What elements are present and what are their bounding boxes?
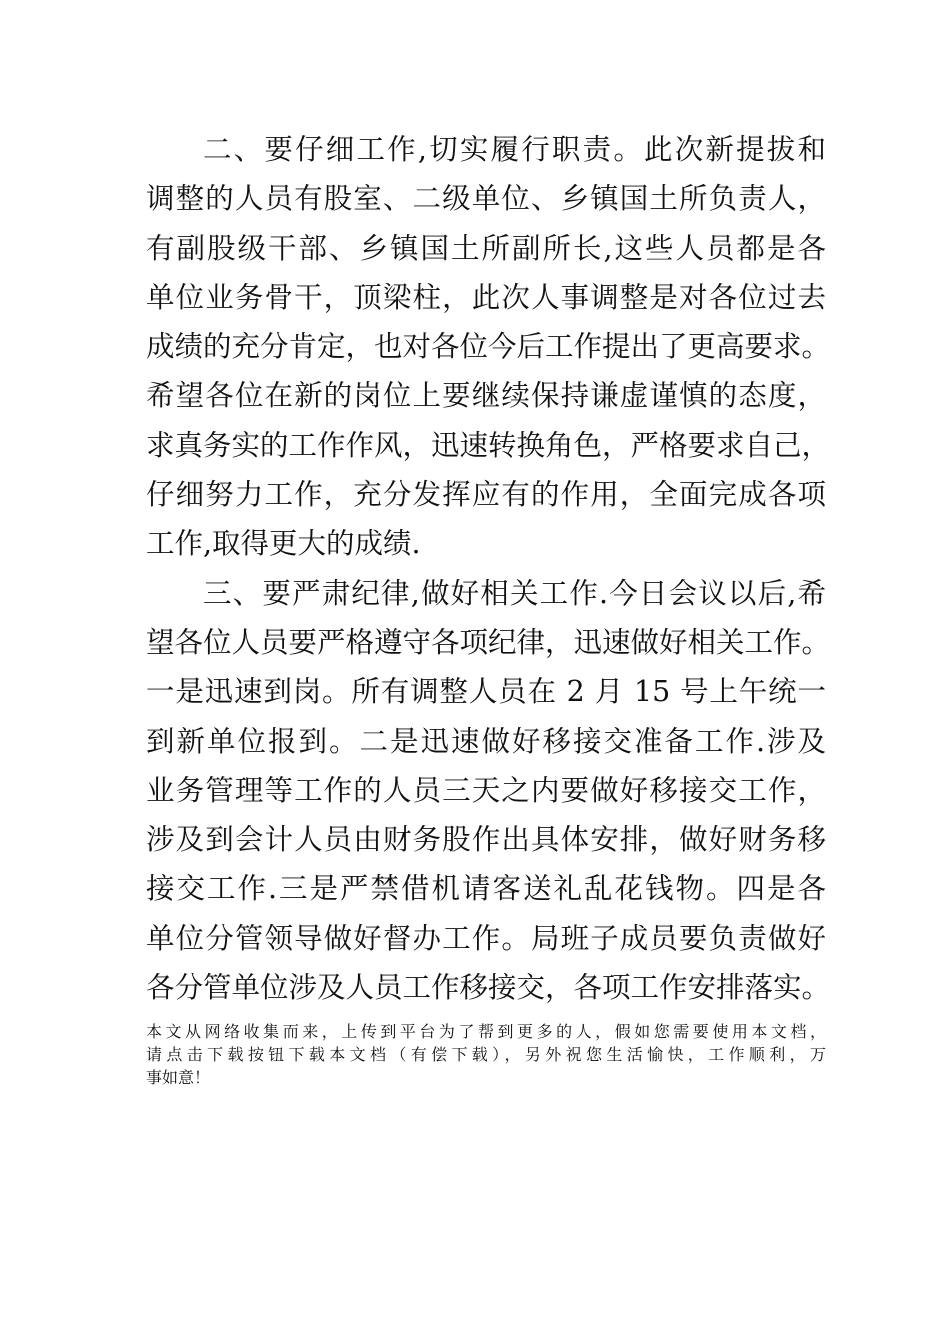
paragraph-line: 单位分管领导做好督办工作。局班子成员要负责做好 <box>146 921 826 955</box>
paragraph-line: 成绩的充分肯定，也对各位今后工作提出了更高要求。 <box>146 330 831 364</box>
paragraph-discipline <box>146 569 831 1013</box>
paragraph-line: 业务管理等工作的人员三天之内要做好移接交工作， <box>146 773 826 807</box>
paragraph-line: 有副股级干部、乡镇国土所副所长,这些人员都是各 <box>146 231 826 265</box>
paragraph-line: 望各位人员要严格遵守各项纪律，迅速做好相关工作。 <box>146 625 831 659</box>
notice-line: 本文从网络收集而来，上传到平台为了帮到更多的人，假如您需要使用本文档， <box>146 1022 826 1041</box>
paragraph-line: 接交工作.三是严禁借机请客送礼乱花钱物。四是各 <box>146 872 826 906</box>
paragraph-line: 二、要仔细工作,切实履行职责。此次新提拔和 <box>203 133 826 166</box>
paragraph-line: 涉及到会计人员由财务股作出具体安排，做好财务移 <box>146 823 826 857</box>
paragraph-line: 一是迅速到岗。所有调整人员在 2 月 15 号上午统一 <box>146 675 826 709</box>
paragraph-line: 到新单位报到。二是迅速做好移接交准备工作.涉及 <box>146 724 826 758</box>
paragraph-line: 各分管单位涉及人员工作移接交，各项工作安排落实。 <box>146 971 831 1005</box>
paragraph-line: 单位业务骨干，顶梁柱，此次人事调整是对各位过去 <box>146 280 826 314</box>
document-body <box>146 125 831 1012</box>
paragraph-line: 调整的人员有股室、二级单位、乡镇国土所负责人， <box>146 182 826 216</box>
paragraph-line: 三、要严肃纪律,做好相关工作.今日会议以后,希 <box>203 576 826 610</box>
paragraph-line: 希望各位在新的岗位上要继续保持谦虚谨慎的态度， <box>146 379 826 413</box>
paragraph-line: 工作,取得更大的成绩. <box>146 527 421 561</box>
notice-line: 请点击下载按钮下载本文档（有偿下载），另外祝您生活愉快，工作顺利，万 <box>146 1045 826 1064</box>
paragraph-line: 求真务实的工作作风，迅速转换角色，严格要求自己， <box>146 428 831 462</box>
download-notice <box>146 1020 826 1089</box>
notice-line: 事如意！ <box>146 1068 211 1087</box>
paragraph-duties <box>146 125 831 569</box>
paragraph-line: 仔细努力工作，充分发挥应有的作用，全面完成各项 <box>146 478 826 512</box>
